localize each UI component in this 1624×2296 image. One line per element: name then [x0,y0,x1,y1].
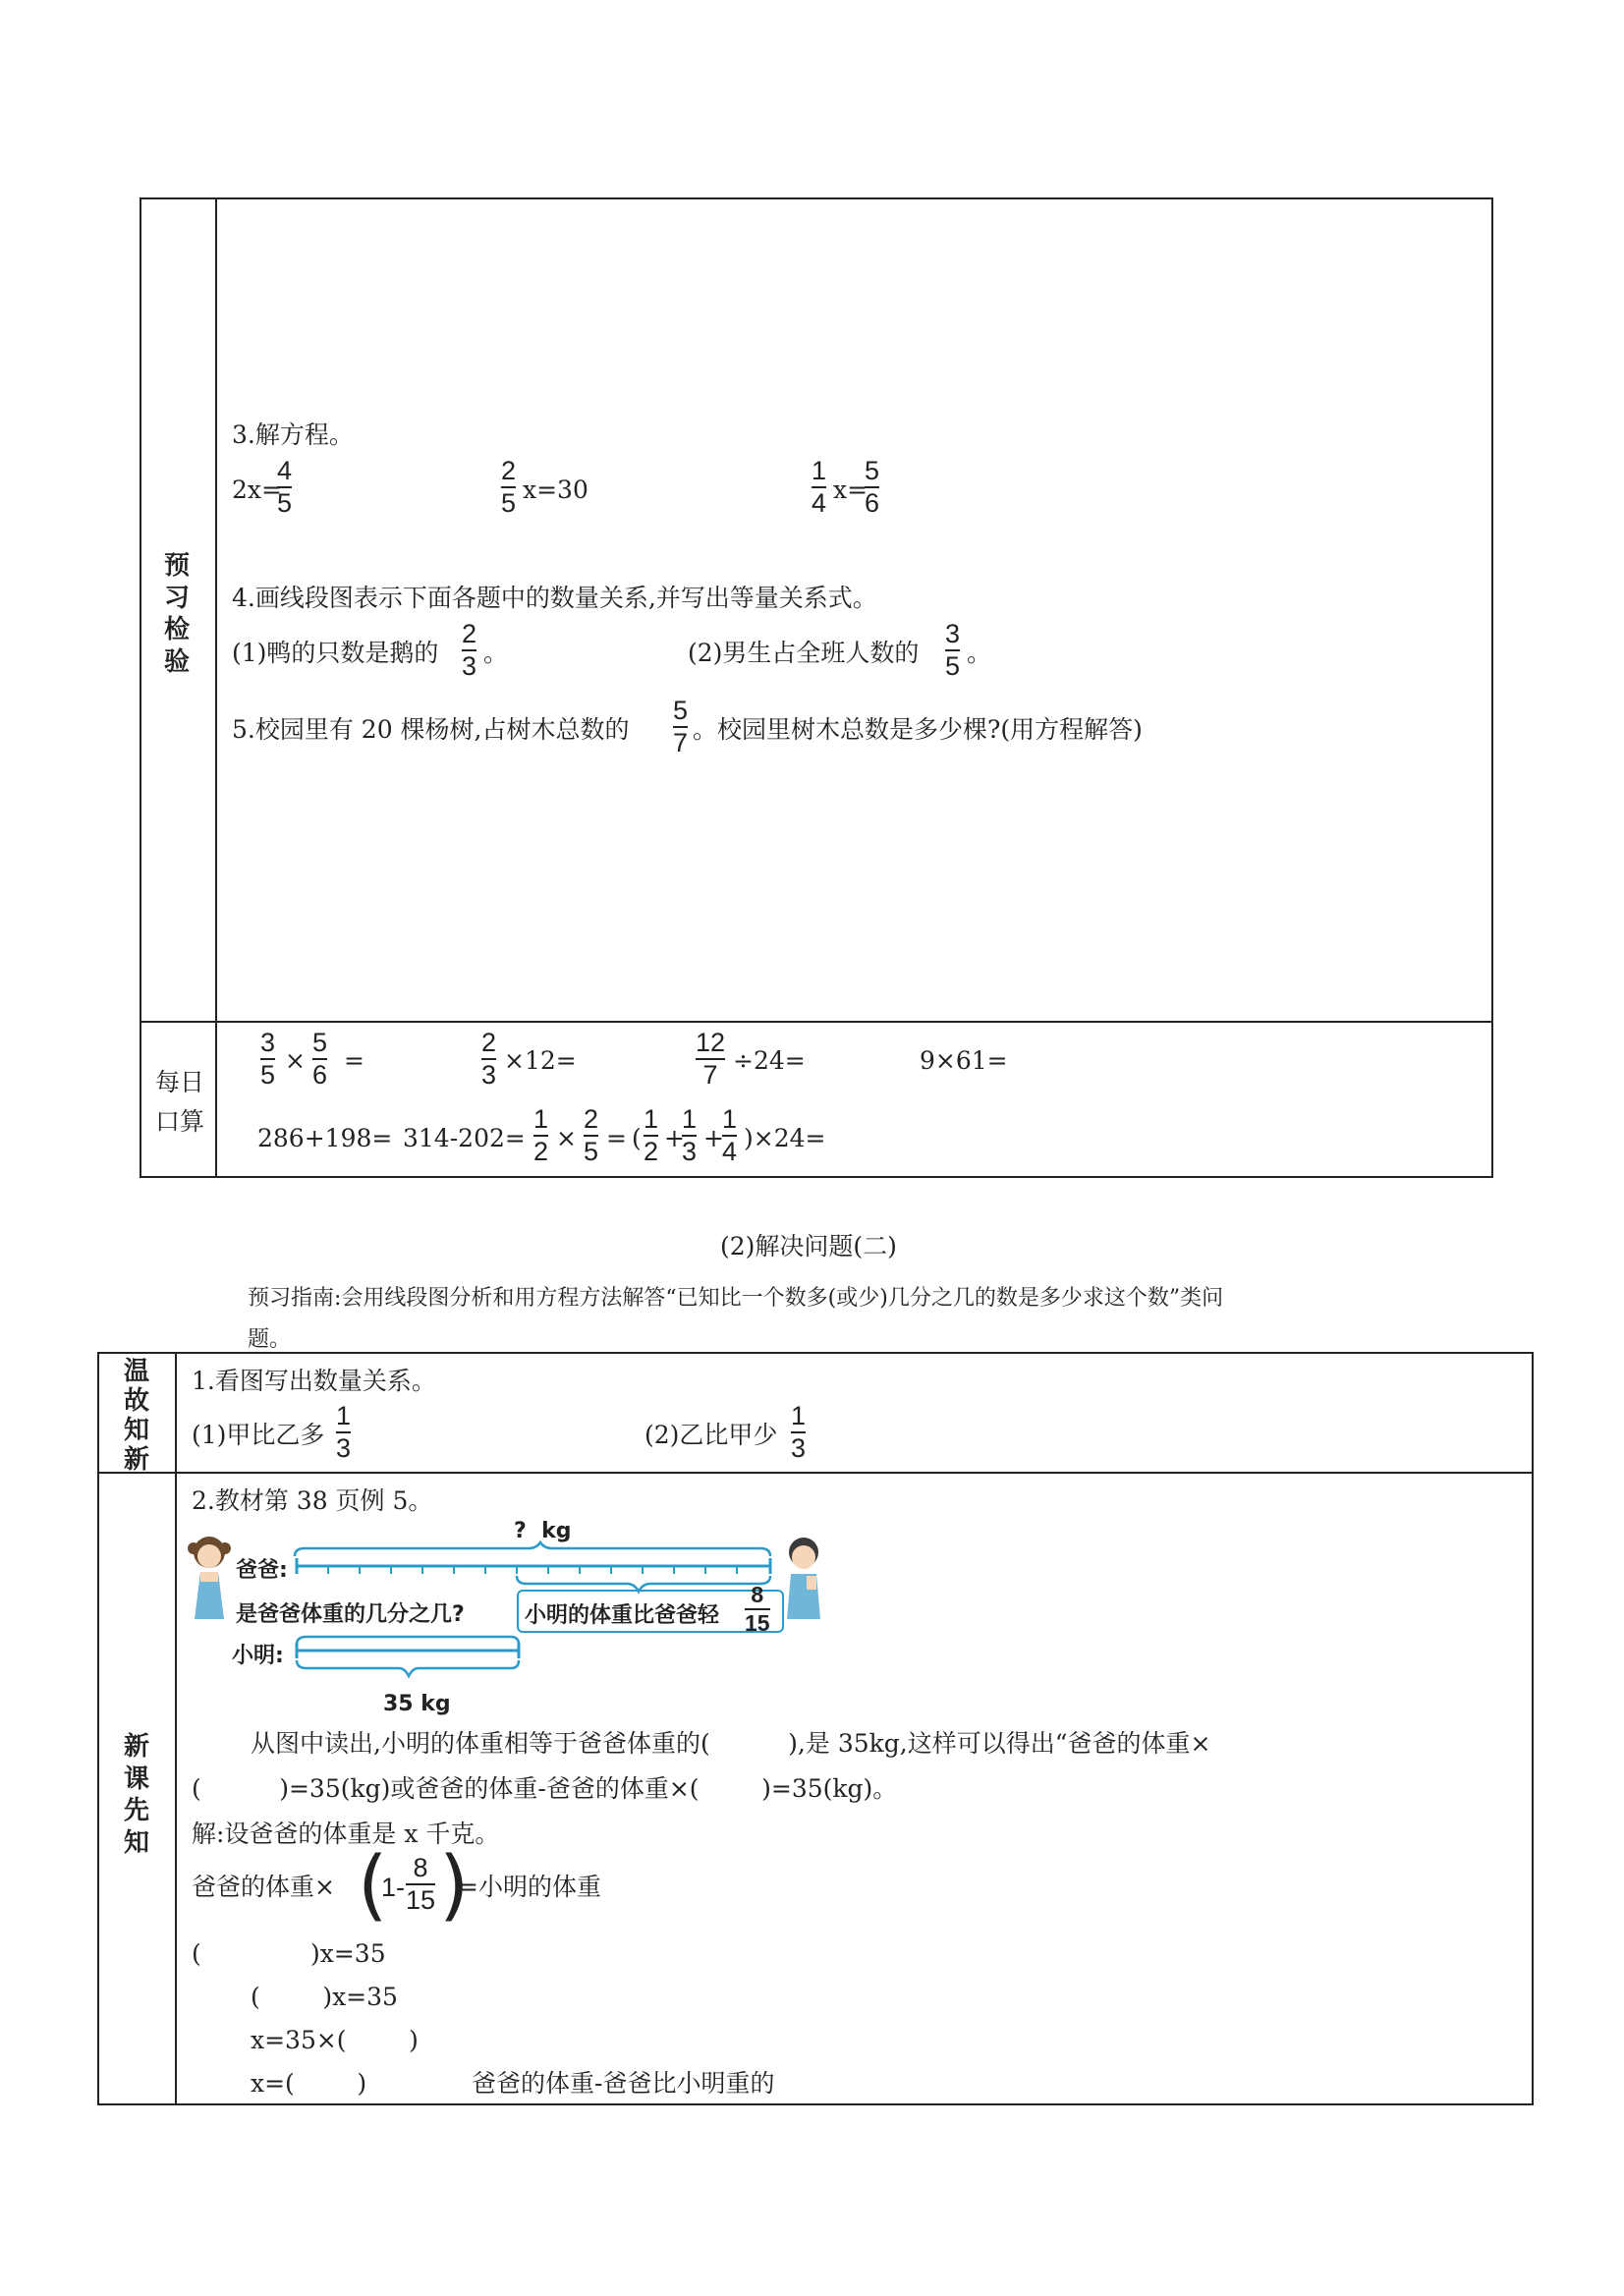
calc1-fraction-2: 5 6 [312,1028,328,1090]
xiaoming-label: 小明: [232,1644,284,1668]
calc5: 286+198= [257,1124,393,1152]
calc3-tail: ÷24= [733,1046,806,1075]
calc1-fraction-1: 3 5 [260,1028,276,1090]
row-label-daily-calc: 每日 口算 [154,1068,204,1136]
q4-part2-end: 。 [967,639,992,667]
t2-q2-line4-post: =小明的体重 [458,1873,601,1901]
t2-q2-line7: x=35×( ) [251,2026,419,2054]
xiaoming-segment-bar [293,1631,525,1680]
calc8-fraction-1: 1 2 [644,1104,659,1166]
calc8-plus-2: + [703,1124,724,1152]
q5-post: 。校园里树木总数是多少棵?(用方程解答) [693,715,1143,744]
calc8-open: ( [632,1124,642,1152]
boy-illustration [781,1533,826,1623]
boy-speech: 小明的体重比爸爸轻 [525,1603,720,1628]
calc7-fraction-1: 1 2 [533,1104,549,1166]
q4-part1-end: 。 [483,639,509,667]
q3-eq3-fraction-2: 5 6 [865,456,880,518]
q3-title: 3.解方程。 [232,420,354,449]
calc8-fraction-3: 1 4 [722,1104,738,1166]
t2-q2-line8a: x=( ) [251,2069,367,2098]
q4-part2-fraction: 3 5 [945,619,961,681]
t2-q2-line8b: 爸爸的体重-爸爸比小明重的 [472,2069,775,2098]
dad-label: 爸爸: [236,1558,288,1583]
calc8-plus-1: + [664,1124,685,1152]
boy-speech-fraction: 8 15 [745,1582,770,1636]
q3-eq2-suffix: x=30 [523,476,588,504]
t2-q2-line4-inner: 1- [381,1873,406,1902]
q4-part1: (1)鸭的只数是鹅的 [232,639,439,667]
q4-part2: (2)男生占全班人数的 [688,639,920,667]
q4-part1-fraction: 2 3 [462,619,477,681]
calc2-tail: ×12= [504,1046,577,1075]
t2-q2-line4-open-paren: ( [358,1841,388,1930]
calc1-op: × [285,1046,306,1075]
row-label-new-lesson: 新 课 先 知 [123,1732,149,1858]
xiaoming-weight-label: 35 kg [383,1692,451,1716]
q3-eq1-prefix: 2x= [232,476,282,504]
t2-q1-part1: (1)甲比乙多 [192,1421,325,1449]
row-label-preview-check: 预 习 检 验 [163,551,190,677]
t2-q2-line6: ( )x=35 [251,1983,398,2011]
calc7-op: × [556,1124,577,1152]
t2-q1-part2-fraction: 1 3 [791,1401,807,1463]
section-title: (2)解决问题(二) [720,1232,897,1260]
calc8-fraction-2: 1 3 [682,1104,698,1166]
calc3-fraction: 12 7 [696,1028,726,1090]
calc7-fraction-2: 2 5 [584,1104,599,1166]
q5-fraction: 5 7 [673,696,689,757]
girl-illustration [187,1533,232,1623]
t2-q2-line2: ( )=35(kg)或爸爸的体重-爸爸的体重×( )=35(kg)。 [192,1774,898,1803]
t2-q2-line4-close-paren: ) [439,1841,470,1930]
t2-q2-line4-pre: 爸爸的体重× [192,1873,335,1901]
q4-title: 4.画线段图表示下面各题中的数量关系,并写出等量关系式。 [232,584,877,612]
t2-q1-part2: (2)乙比甲少 [644,1421,778,1449]
t2-q2-line1: 从图中读出,小明的体重相等于爸爸体重的( ),是 35kg,这样可以得出“爸爸的体重× [251,1729,1211,1758]
q3-eq3-mid: x= [833,476,868,504]
t2-q1-title: 1.看图写出数量关系。 [192,1367,436,1395]
calc8-close: )×24= [744,1124,826,1152]
girl-speech: 是爸爸体重的几分之几? [236,1602,465,1627]
t2-q1-part1-fraction: 1 3 [336,1401,352,1463]
row-label-review: 温 故 知 新 [123,1357,149,1475]
calc1-eq: = [344,1046,364,1075]
t2-q2-line4-fraction: 8 15 [406,1853,436,1915]
calc2-fraction: 2 3 [481,1028,497,1090]
t2-q2-line5: ( )x=35 [192,1939,386,1968]
q3-eq3-fraction-1: 1 4 [812,456,827,518]
calc7-eq: = [606,1124,627,1152]
guide-line-1: 预习指南:会用线段图分析和用方程方法解答“已知比一个数多(或少)几分之几的数是多少求这个数”类问 [248,1286,1224,1311]
q3-eq2-fraction: 2 5 [501,456,517,518]
calc6: 314-202= [403,1124,526,1152]
calc4: 9×61= [920,1046,1008,1075]
t2-q2-line3: 解:设爸爸的体重是 x 千克。 [192,1820,500,1848]
q5-pre: 5.校园里有 20 棵杨树,占树木总数的 [232,715,630,744]
guide-line-2: 题。 [248,1327,292,1352]
question-weight-label: ? kg [514,1519,572,1543]
q3-eq1-fraction: 4 5 [277,456,293,518]
t2-q2-title: 2.教材第 38 页例 5。 [192,1486,433,1515]
